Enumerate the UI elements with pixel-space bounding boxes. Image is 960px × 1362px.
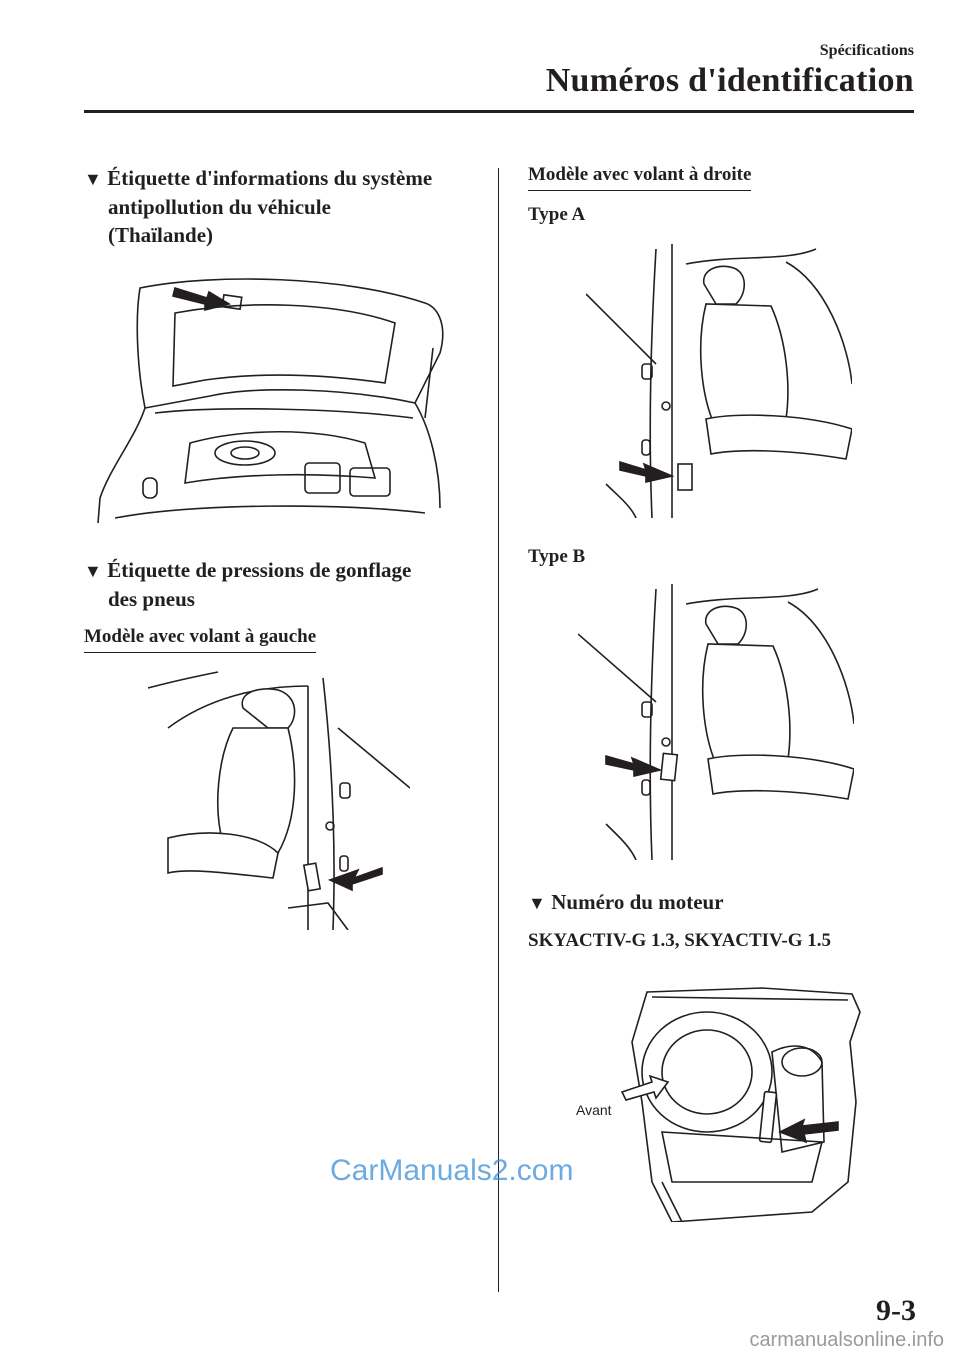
header-rule	[84, 110, 914, 113]
rhd-type-a-illustration	[586, 244, 852, 518]
heading-engine-number: ▼ Numéro du moteur	[528, 888, 724, 917]
heading-tire-pressure: ▼ Étiquette de pressions de gonflage des pneus	[84, 558, 412, 611]
triangle-bullet-icon: ▼	[528, 893, 546, 913]
rhd-type-b-illustration	[578, 584, 854, 860]
type-a-label: Type A	[528, 204, 586, 225]
avant-caption: Avant	[576, 1102, 612, 1118]
type-b-label: Type B	[528, 546, 586, 567]
page-title: Numéros d'identification	[545, 62, 914, 99]
section-label: Spécifications	[819, 42, 914, 59]
triangle-bullet-icon: ▼	[84, 169, 102, 189]
heading-emission-label: ▼ Étiquette d'informations du système antipollution du véhicule (Thaïlande)	[84, 166, 433, 247]
engine-models: SKYACTIV-G 1.3, SKYACTIV-G 1.5	[528, 930, 831, 951]
column-divider	[498, 168, 499, 1292]
page-number: 9-3	[876, 1294, 916, 1327]
lhd-door-illustration	[148, 668, 410, 930]
hood-illustration	[95, 268, 465, 530]
subheading-rhd: Modèle avec volant à droite	[528, 164, 751, 191]
triangle-bullet-icon: ▼	[84, 561, 102, 581]
subheading-lhd: Modèle avec volant à gauche	[84, 626, 316, 653]
engine-illustration	[612, 982, 868, 1222]
footer-site: carmanualsonline.info	[749, 1329, 944, 1351]
watermark: CarManuals2.com	[330, 1154, 574, 1187]
